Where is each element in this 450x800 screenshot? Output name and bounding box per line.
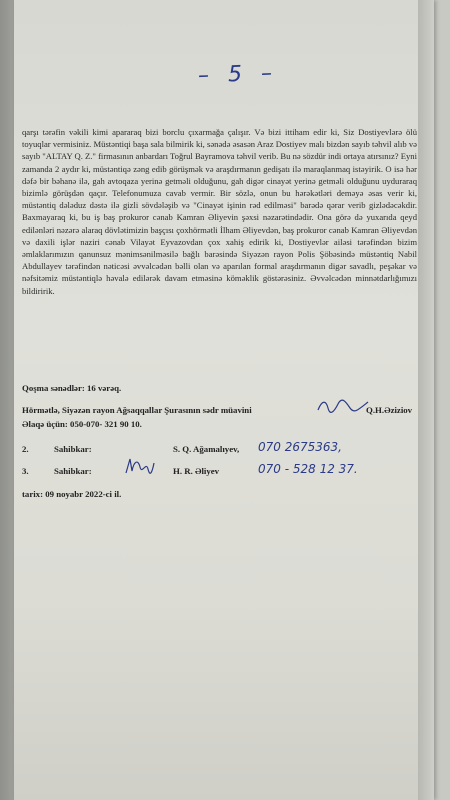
owner-2-name: S. Q. Ağamalıyev, — [173, 444, 240, 454]
owner-3-label: Sahibkar: — [54, 466, 92, 476]
date-line: tarix: 09 noyabr 2022-ci il. — [22, 489, 122, 499]
attachments-line: Qoşma sənədlər: 16 vərəq. — [22, 383, 122, 393]
page-edge — [418, 0, 434, 800]
owner-3-name: H. R. Əliyev — [173, 466, 220, 476]
signature-2 — [122, 455, 156, 477]
body-paragraph: qarşı tərəfin vəkili kimi apararaq bizi borclu çıxarmağa çalışır. Və bizi ittiham edir ki, Siz Dostiyevlərə ölü toyuqlar vermisiniz. Müstəntiqi başa sala bilmirik ki, sənədə əsasən Araz Dostiyev malı bizdən sayıb təhvil alıb və sayıb "ALTAY Q. Z." firmasının anbardarı Toğrul Bayramova təhvil verib. Bu nə sözdür indi ortaya atırsınız? Eyni zamanda 2 aydır ki, müstəntiqə zəng edib görüşmək və araşdırmanın gedişatı ilə maraqlanmaq istəyirik. O isə hər dəfə bir bəhanə ilə, gah avtoqaza yerinə getməli olduğunu, gah digər cinayət yerinə getməli olduğunu uyduraraq bizimlə görüşdən qaçır. Telefonumuza cavab vermir. Bir sözlə, onun bu hərəkətləri deməyə əsas verir ki, müstəntiq dələduz dəstə ilə gizli sövdələşib və "Cinayət işinin rəd edilməsi" barədə qərar verib gizlədəcəkdir. Baxmayaraq ki, bu iş baş prokuror cənab Kamran Əliyevin şəxsi nəzarətindədir. Ona görə də yuxarıda qeyd edilənləri nəzərə alaraq dövlətimizin başçısı çoxhörmətli İlham Əliyevdən, baş prokuror cənab Kamran Əliyevdən və daxili işlər naziri cənab Vilayət Eyvazovdan çox xahiş edirik ki, Dostiyevlər ailəsi tərəfindən bizim əmlaklarımızın qanunsuz mənimsənilməsilə bağlı barəsində Siyəzən rayon Polis Şöbəsində müstəntiq Nabil Abdullayev tərəfindən nəticəsi əvvəlcədən bəlli olan və aparılan formal araşdırmanın digər savadlı, peşəkar və nəfsitəmiz müstəntiqlə həvalə edilərək davam etməsinə köməklik göstərəsiniz. Əvvəlcədən minnətdarlığımızı bildiririk. — [22, 127, 417, 296]
owner-3-phone: 070 - 528 12 37. — [258, 462, 358, 476]
owner-2-number: 2. — [22, 444, 29, 454]
document-page — [14, 0, 434, 800]
signatory-name: Q.H.Əziziov — [366, 405, 413, 415]
signature-1 — [316, 398, 370, 414]
handwritten-page-number: – 5 – — [197, 60, 279, 89]
signatory-line: Hörmətlə, Siyəzən rayon Ağsaqqallar Şurasının sədr müavini — [22, 405, 252, 415]
owner-2-label: Sahibkar: — [54, 444, 92, 454]
owner-2-phone: 070 2675363, — [258, 440, 342, 454]
contact-line: Əlaqə üçün: 050-070- 321 90 10. — [22, 419, 142, 429]
owner-3-number: 3. — [22, 466, 29, 476]
letter-body — [22, 126, 417, 297]
